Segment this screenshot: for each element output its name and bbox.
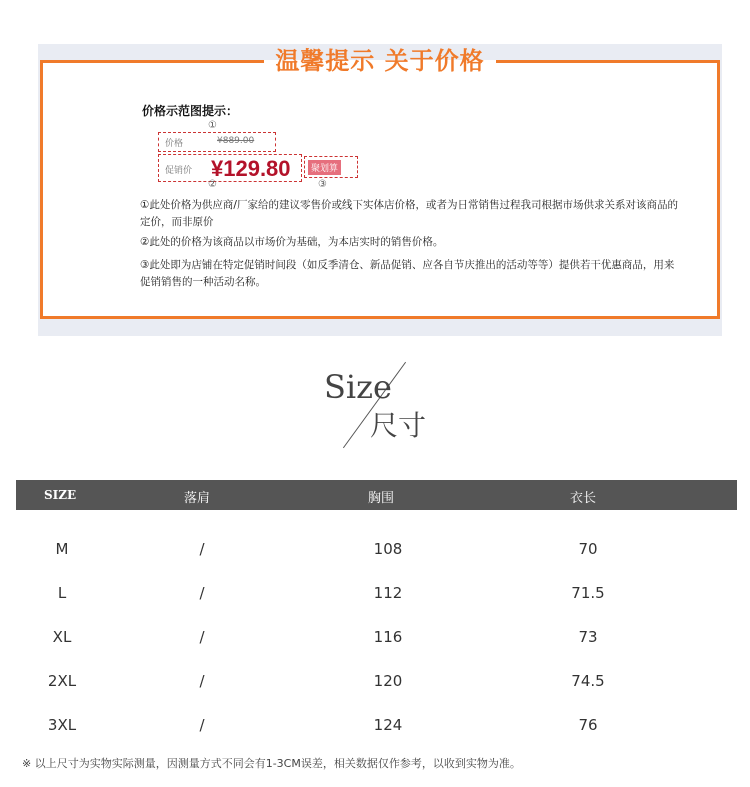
price-range-heading: 价格示范图提示： (142, 104, 239, 118)
original-price-field (158, 132, 276, 152)
size-table-header (16, 480, 737, 510)
price-note-2: ②此处的价格为该商品以市场价为基础，为本店实时的销售价格。 (140, 236, 444, 248)
original-price-label: 价格 (165, 139, 184, 149)
promo-tag-label: 聚划算 (308, 160, 341, 175)
cell-length: 76 (578, 716, 598, 734)
notice-divider-left (40, 60, 264, 63)
promo-price-field (158, 154, 302, 182)
cell-size: M (55, 540, 69, 558)
cell-chest: 124 (373, 716, 403, 734)
price-note-1: ①此处价格为供应商/厂家给的建议零售价或线下实体店价格，或者为日常销售过程我司根据市场供求关系对该商品的定价，而非原价 (140, 199, 678, 228)
table-row (16, 584, 737, 606)
marker-3: ③ (318, 179, 327, 190)
promo-price-value: ¥129.80 (211, 156, 291, 181)
header-length: 衣长 (570, 491, 597, 506)
cell-chest: 120 (373, 672, 403, 690)
price-note-3: ③此处即为店铺在特定促销时间段（如反季清仓、新品促销、应各自节庆推出的活动等等）提供若干优惠商品，用来促销销售的一种活动名称。 (140, 259, 675, 288)
size-table (16, 480, 737, 734)
cell-shoulder: / (199, 716, 205, 734)
measurement-footnote: ※ 以上尺寸为实物实际测量，因测量方式不同会有1-3CM误差，相关数据仅作参考，以收到实物为准。 (22, 757, 521, 770)
cell-shoulder: / (199, 584, 205, 602)
cell-length: 70 (578, 540, 598, 558)
cell-chest: 112 (373, 584, 403, 602)
promo-tag-field (304, 156, 358, 178)
size-emblem-cn: 尺寸 (370, 409, 427, 442)
price-notice-panel (38, 44, 722, 336)
original-price-value: ¥889.00 (217, 136, 255, 146)
size-emblem-en: Size (324, 368, 392, 406)
table-row (16, 716, 737, 738)
header-chest: 胸围 (368, 491, 395, 506)
header-size: SIZE (44, 488, 77, 502)
marker-1: ① (208, 120, 217, 131)
header-shoulder: 落肩 (184, 491, 211, 506)
cell-shoulder: / (199, 672, 205, 690)
marker-2: ② (208, 179, 217, 190)
cell-size: XL (52, 628, 72, 646)
table-row (16, 628, 737, 650)
cell-chest: 116 (373, 628, 403, 646)
cell-shoulder: / (199, 540, 205, 558)
table-row (16, 672, 737, 694)
cell-length: 74.5 (571, 672, 605, 690)
cell-size: L (57, 584, 67, 602)
cell-length: 73 (578, 628, 598, 646)
cell-size: 3XL (47, 716, 77, 734)
notice-title: 温馨提示 关于价格 (275, 47, 485, 75)
notice-divider-right (496, 60, 717, 63)
cell-length: 71.5 (571, 584, 605, 602)
size-emblem (320, 356, 430, 452)
cell-shoulder: / (199, 628, 205, 646)
table-row (16, 540, 737, 562)
promo-price-label: 促销价 (165, 166, 193, 176)
cell-chest: 108 (373, 540, 403, 558)
cell-size: 2XL (47, 672, 77, 690)
